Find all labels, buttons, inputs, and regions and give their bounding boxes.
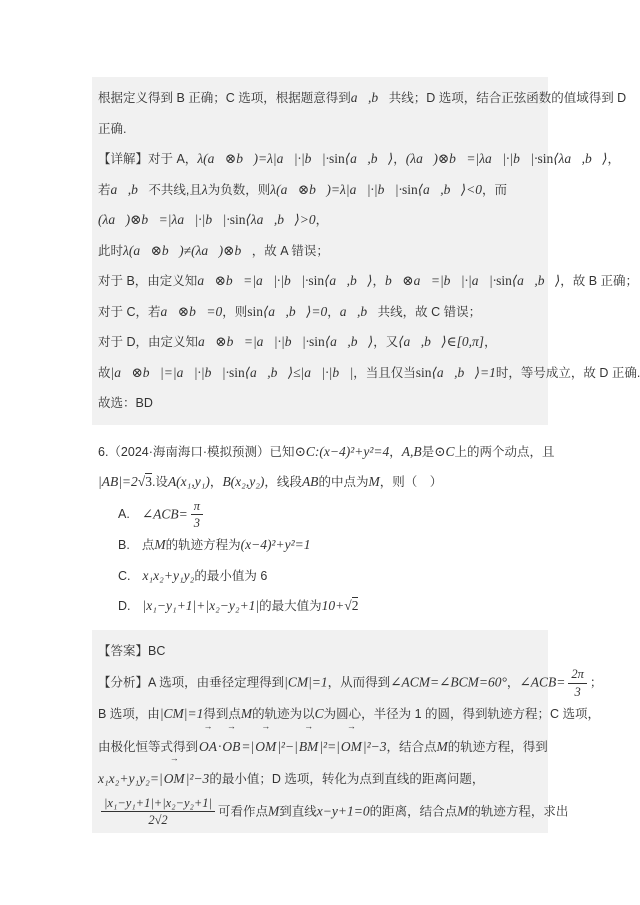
math-run: B(x₂,y₂) (222, 474, 265, 489)
text-line (98, 297, 544, 328)
text-run: 的轨迹方程为 (165, 538, 241, 553)
math-run: ∠ACB= (141, 506, 188, 522)
text-run: 点 (141, 538, 155, 553)
text-run: ， (393, 152, 406, 166)
roman-math-run: sin (415, 364, 432, 380)
math-run: ⊙C (434, 443, 455, 459)
text-run: 【详解】对于 A， (98, 152, 198, 166)
math-run: AB (301, 474, 319, 489)
math-run: ⟨a⃗,b⃗⟩=1 (431, 364, 496, 380)
math-run: ⟨a⃗,b⃗⟩ (511, 273, 561, 288)
math-run: (λa⃗)⊗b⃗=|λa⃗|·|b⃗|· (405, 151, 538, 166)
text-run: ， (315, 213, 329, 227)
text-run: ， (484, 335, 497, 349)
math-run: |a⃗⊗b⃗|=|a⃗|·|b⃗|· (110, 364, 229, 380)
text-run: ，则 (222, 304, 248, 319)
answer-line (98, 636, 544, 667)
text-run: 的最大值为 (259, 599, 322, 614)
text-run: ，结合点 (386, 739, 437, 754)
fraction-numerator: π (191, 498, 203, 515)
math-run: λ (201, 181, 208, 197)
text-run: ，从而得到 (327, 675, 391, 690)
roman-math-run: sin (308, 273, 325, 288)
text-run: 此时 (98, 243, 124, 258)
text-run: ，故 B 正确； (560, 274, 639, 288)
text-run: 【分析】A 选项，由垂径定理得到 (98, 675, 285, 690)
math-run: x₁x₂+y₁y₂ (142, 567, 195, 583)
math-run: 10+ (321, 598, 345, 614)
roman-math-run: sin (309, 334, 325, 349)
math-run: λ(a⃗⊗b⃗)≠(λa⃗)⊗b⃗ (123, 242, 252, 258)
fraction (191, 498, 203, 531)
fraction-denominator: 3 (574, 684, 581, 699)
text-line (98, 83, 627, 114)
text-run: ，又 (373, 335, 399, 349)
roman-math-run: sin (401, 181, 418, 197)
text-run: ， (389, 444, 402, 459)
math-run: a⃗⊗b⃗=0 (160, 303, 223, 319)
text-run: 上的两个动点，且 (454, 444, 555, 459)
math-run: ∠ACM=∠BCM=60° (390, 674, 507, 690)
text-run: 共线，故 C 错误； (377, 304, 482, 319)
vector-arrow-run: OM → (254, 730, 277, 763)
math-run: b⃗⊗a⃗=|b⃗|·|a⃗|· (385, 273, 497, 288)
math-run: A(x₁,y₁) (167, 474, 210, 489)
text-run: 故 (98, 365, 111, 380)
text-line (98, 388, 544, 419)
math-run: a⃗⊗b⃗=|a⃗|·|b⃗|· (197, 273, 309, 288)
text-run: ，故 A 错误； (251, 243, 329, 258)
text-line (98, 236, 544, 267)
option-label: C. (118, 568, 131, 583)
text-run: ，线段 (264, 475, 302, 489)
text-run: 的最小值为 6 (194, 568, 268, 583)
math-run: ⟨a⃗,b⃗⟩ (324, 334, 374, 349)
roman-math-run: sin (537, 151, 554, 166)
math-run: λ(a⃗⊗b⃗)=λ|a⃗|·|b⃗|· (197, 151, 330, 166)
text-run: .设 (151, 475, 168, 489)
math-run: x₁x₂+y₁y₂=| (98, 771, 163, 786)
fraction-denominator: 2√2 (148, 812, 168, 827)
fraction (568, 666, 587, 699)
question-stem-line (98, 467, 548, 498)
math-run: |²−| (277, 738, 298, 754)
analysis-line (98, 699, 601, 730)
text-line (98, 114, 544, 145)
math-run: (λa⃗)⊗b⃗=|λa⃗|·|b⃗|· (98, 212, 230, 227)
solution-detail-panel-q5 (92, 77, 640, 425)
vector-arrow-run: OM → (340, 730, 363, 763)
vector-arrow-run: BM → (298, 730, 320, 763)
fraction-denominator: 3 (193, 515, 200, 530)
roman-math-run: sin (228, 364, 245, 380)
math-run: a⃗,b⃗ (110, 181, 149, 197)
math-run: M (240, 706, 253, 721)
roman-math-run: sin (496, 273, 512, 288)
text-run: ， (506, 675, 520, 690)
text-run: 若 (98, 182, 111, 197)
text-run: 为圆心，半径为 1 的圆，得到轨迹方程；C 选项， (323, 707, 601, 721)
roman-math-run: sin (247, 303, 263, 319)
roman-math-run: sin (329, 151, 345, 166)
analysis-line (98, 795, 569, 828)
question-stem-line (98, 437, 555, 468)
option-B (98, 530, 548, 561)
math-run: C (314, 706, 324, 721)
text-line (98, 144, 620, 175)
math-run: |²=| (319, 738, 340, 754)
math-run: ⟨λa⃗,b⃗⟩ (553, 151, 608, 166)
text-run: 对于 C，若 (98, 304, 161, 319)
text-line (98, 358, 640, 389)
question-6-section (92, 425, 555, 630)
math-run: A,B (401, 443, 422, 459)
math-run: λ(a⃗⊗b⃗)=λ|a⃗|·|b⃗|· (270, 181, 402, 197)
text-run: 的轨迹为以 (252, 707, 315, 721)
text-run: 到直线 (279, 804, 317, 819)
option-D (98, 591, 548, 622)
text-run: 正确. (98, 121, 127, 136)
text-run: ； (589, 675, 603, 690)
text-run: 的轨迹方程，求出 (468, 804, 569, 819)
text-run: 的中点为 (318, 475, 369, 489)
math-run: · (218, 738, 222, 754)
math-run: =| (241, 738, 255, 754)
radical-sign-icon: √ (344, 598, 352, 614)
math-run: M (154, 537, 166, 553)
text-run: ， (327, 304, 340, 319)
math-run: |²−3 (185, 771, 210, 786)
math-run: ⟨a⃗,b⃗⟩≤|a⃗|·|b⃗| (244, 364, 354, 380)
math-run: ⟨a⃗,b⃗⟩ (344, 151, 394, 166)
text-run: 故选：BD (98, 396, 153, 410)
option-label: B. (118, 538, 130, 553)
option-label: D. (118, 599, 131, 614)
math-run: a⃗,b⃗ (339, 303, 378, 319)
text-run: 根据定义得到 B 正确；C 选项，根据题意得到 (98, 91, 351, 105)
math-run: M (368, 474, 380, 489)
math-run: ∠ACB= (519, 674, 566, 690)
text-run: 的最小值；D 选项，转化为点到直线的距离问题， (209, 772, 485, 786)
radicand: 2 (351, 598, 359, 614)
math-run: ⟨a⃗,b⃗⟩=0 (262, 303, 328, 319)
text-line (98, 175, 544, 206)
text-run: 对于 B，由定义知 (98, 274, 198, 288)
math-run: a⃗,b⃗ (350, 90, 389, 105)
text-run: ， (209, 475, 223, 489)
math-run: |x₁−y₁+1|+|x₂−y₂+1| (142, 598, 260, 614)
option-label: A. (118, 507, 130, 522)
math-run: ⟨a⃗,b⃗⟩<0 (417, 181, 483, 197)
text-run: 共线；D 选项，结合正弦函数的值域得到 D (388, 91, 627, 105)
text-run: ， (372, 274, 386, 288)
math-run: ⟨a⃗,b⃗⟩∈[0,π] (398, 334, 485, 349)
text-run: B 选项，由 (98, 707, 160, 721)
math-run: |²−3 (362, 738, 387, 754)
vector-arrow-run: OA → (198, 730, 218, 763)
text-run: ，当且仅当 (353, 365, 416, 380)
fraction-numerator: 2π (568, 666, 587, 683)
math-run: ⟨λa⃗,b⃗⟩>0 (245, 212, 316, 227)
text-run: 的轨迹方程，得到 (447, 739, 548, 754)
math-run: M (457, 803, 469, 819)
analysis-line (98, 762, 544, 795)
math-run: M (268, 803, 280, 819)
vector-arrow-run: OM → (163, 762, 186, 795)
math-run: |AB|=2 (98, 474, 138, 489)
math-run: ⊙C:(x−4)²+y²=4 (294, 443, 390, 459)
text-run: 的距离，结合点 (369, 804, 458, 819)
fraction (101, 795, 215, 828)
text-run: 【答案】BC (98, 643, 166, 658)
math-run: |CM|=1 (284, 674, 328, 690)
math-run: ⟨a⃗,b⃗⟩ (324, 273, 373, 288)
radicand: 3 (145, 474, 152, 489)
sqrt-radical (344, 597, 358, 613)
radical-sign-icon: √ (137, 474, 146, 489)
text-run: 为负数，则 (207, 182, 271, 197)
text-run: 是 (421, 444, 435, 459)
option-C (98, 561, 548, 592)
math-run: a⃗⊗b⃗=|a⃗|·|b⃗|· (198, 334, 310, 349)
text-line (98, 266, 639, 297)
analysis-line (98, 730, 548, 763)
vector-arrow-run: OB → (221, 730, 241, 763)
text-run: 得到点 (203, 707, 241, 721)
text-run: 由极化恒等式得到 (98, 739, 199, 754)
math-run: (x−4)²+y²=1 (240, 537, 311, 553)
text-run: 可看作点 (218, 804, 269, 819)
math-run: x−y+1=0 (316, 803, 370, 819)
math-run: |CM|=1 (159, 706, 204, 721)
text-line (98, 327, 544, 358)
roman-math-run: sin (229, 212, 246, 227)
text-run: 不共线,且 (148, 182, 202, 197)
text-run: 对于 D，由定义知 (98, 335, 199, 349)
text-line (98, 205, 544, 236)
option-A (98, 498, 548, 531)
text-run: ， (607, 152, 620, 166)
text-run: 6.（2024·海南海口·模拟预测）已知 (98, 444, 295, 459)
text-run: ，则（ ） (379, 475, 443, 489)
text-run: ，而 (482, 182, 508, 197)
sqrt-radical (138, 473, 152, 489)
text-run: 时，等号成立，故 D 正确. (495, 365, 640, 380)
math-run: M (436, 738, 448, 754)
fraction-numerator: |x₁−y₁+1|+|x₂−y₂+1| (101, 795, 215, 812)
